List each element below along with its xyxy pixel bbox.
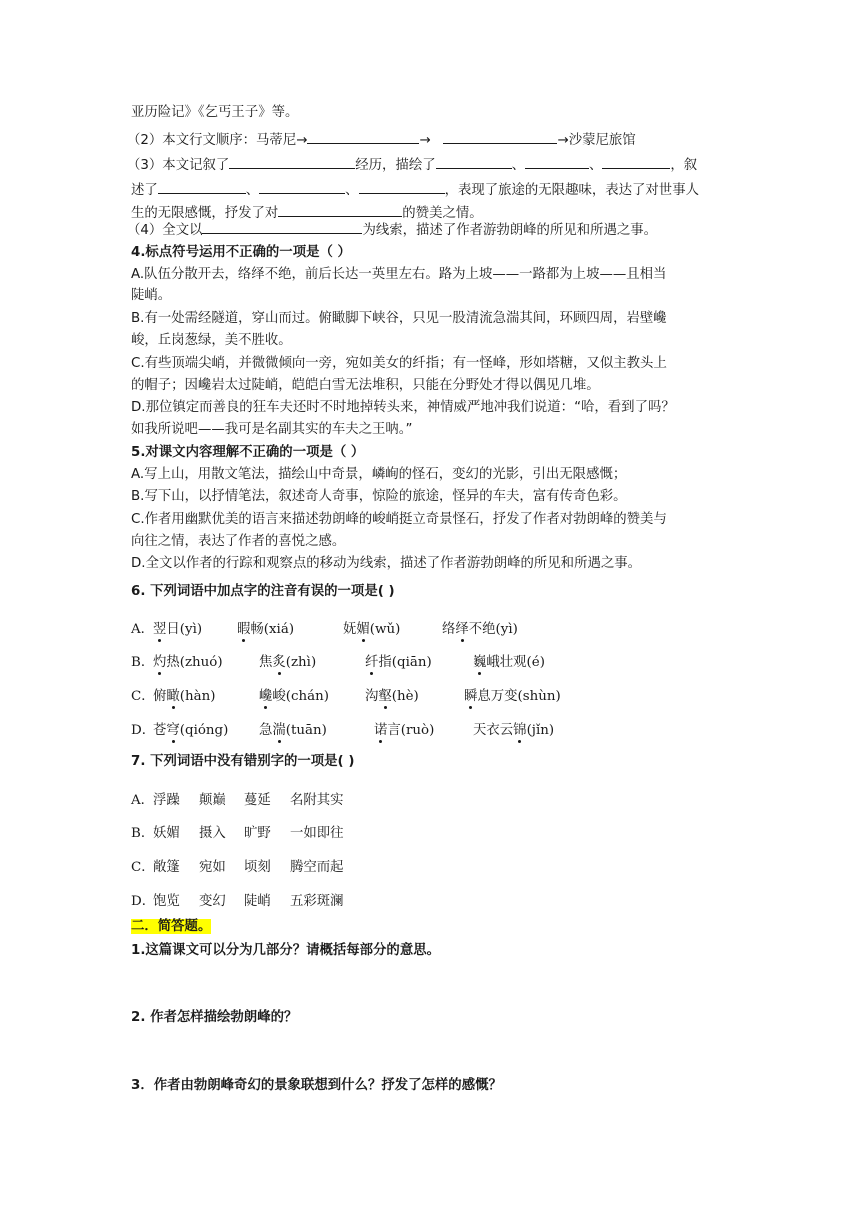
q4-option-b-line2: 峻，丘岗葱绿，美不胜收。 [131,333,292,348]
q6-row-c-item4: 瞬息万变(shùn) [464,685,561,704]
q6-row-d-item1: 苍穹(qióng) [153,719,228,738]
q6-row-c-label: C． [131,689,155,704]
q7-row-d-word1: 饱览 [153,894,180,909]
blank[interactable] [525,154,589,169]
q6-row-b-item1: 灼热(zhuó) [153,651,223,670]
blank[interactable] [307,129,419,144]
q7-row-c-word2: 宛如 [199,860,226,875]
q4-option-a-line2: 陡峭。 [131,288,172,303]
blank[interactable] [278,202,402,217]
q7-row-a-word2: 颠巅 [199,793,226,808]
q6-row-a-item1: 翌日(yì) [153,618,202,637]
q4-option-c-line2: 的帽子；因巉岩太过陡峭，皑皑白雪无法堆积，只能在分野处才得以偶见几堆。 [131,378,600,393]
section2-q3: 3．作者由勃朗峰奇幻的景象联想到什么？抒发了怎样的感慨？ [131,1078,502,1093]
q7-row-a-word4: 名附其实 [290,793,344,808]
q5-option-c-line1: C.作者用幽默优美的语言来描述勃朗峰的峻峭挺立奇景怪石，抒发了作者对勃朗峰的赞美与 [131,512,667,527]
q7-title: 7. 下列词语中没有错别字的一项是( ) [131,754,355,769]
blank[interactable] [229,154,355,169]
q7-row-b-word3: 旷野 [244,826,271,841]
q7-row-b-word4: 一如即往 [290,826,344,841]
section2-q2: 2. 作者怎样描绘勃朗峰的？ [131,1010,298,1025]
q6-row-c-item2: 巉峻(chán) [259,685,329,704]
q3-sub3-line1: （3）本文记叙了 经历，描绘了 、 、 ，叙 [127,154,697,175]
q6-row-d-item4: 天衣云锦(jǐn) [473,719,554,738]
blank[interactable] [436,154,512,169]
q4-option-a-line1: A.队伍分散开去，络绎不绝，前后长达一英里左右。路为上坡——一路都为上坡——且相当 [131,267,667,282]
q3-sub4: （4）全文以 为线索，描述了作者游勃朗峰的所见和所遇之事。 [127,219,657,240]
blank[interactable] [259,179,345,194]
q7-row-c-word3: 顷刻 [244,860,271,875]
q6-row-a-label: A． [131,622,155,637]
blank[interactable] [443,129,557,144]
q7-row-d-word4: 五彩斑澜 [290,894,344,909]
q5-option-b: B.写下山，以抒情笔法，叙述奇人奇事，惊险的旅途，怪异的车夫，富有传奇色彩。 [131,489,627,504]
q6-row-a-item3: 妩媚(wǔ) [343,618,400,637]
q6-row-b-label: B． [131,655,155,670]
q6-row-c-item1: 俯瞰(hàn) [153,685,215,704]
q6-row-b-item2: 焦炙(zhì) [259,651,316,670]
q3-intro-tail: 亚历险记》《乞丐王子》等。 [131,105,299,120]
blank[interactable] [359,179,445,194]
blank[interactable] [158,179,246,194]
q7-row-d-word3: 陡峭 [244,894,271,909]
q4-option-d-line2: 如我所说吧——我可是名副其实的车夫之王呐。” [131,422,413,437]
q6-row-d-item3: 诺言(ruò) [374,719,434,738]
q6-row-d-label: D． [131,723,156,738]
section2-heading: 二．简答题。 [131,919,212,934]
q5-option-a: A.写上山，用散文笔法，描绘山中奇景，嶙峋的怪石，变幻的光影，引出无限感慨； [131,467,627,482]
q7-row-c-word4: 腾空而起 [290,860,344,875]
q7-row-d-word2: 变幻 [199,894,226,909]
q4-title: 4.标点符号运用不正确的一项是（ ） [131,245,351,260]
q7-row-b-word2: 摄入 [199,826,226,841]
q5-option-c-line2: 向往之情，表达了作者的喜悦之感。 [131,534,346,549]
q4-option-c-line1: C.有些顶端尖峭，并微微倾向一旁，宛如美女的纤指；有一怪峰，形如塔糖，又似主教头上 [131,356,667,371]
q5-title: 5.对课文内容理解不正确的一项是（ ） [131,445,365,460]
q7-row-b-label: B． [131,826,155,841]
q6-row-b-item3: 纤指(qiān) [365,651,432,670]
q3-sub2: （2）本文行文顺序：马蒂尼→ → →沙蒙尼旅馆 [127,129,636,150]
q6-row-a-item2: 暇畅(xiá) [237,618,294,637]
section2-q1: 1.这篇课文可以分为几部分？请概括每部分的意思。 [131,943,440,958]
q7-row-d-label: D． [131,894,156,909]
q7-row-c-word1: 敞篷 [153,860,180,875]
blank[interactable] [202,219,362,234]
q6-row-c-item3: 沟壑(hè) [365,685,419,704]
q5-option-d: D.全文以作者的行踪和观察点的移动为线索，描述了作者游勃朗峰的所见和所遇之事。 [131,556,642,571]
q6-row-a-item4: 络绎不绝(yì) [442,618,518,637]
q6-row-d-item2: 急湍(tuān) [259,719,327,738]
q7-row-b-word1: 妖媚 [153,826,180,841]
q4-option-b-line1: B.有一处需经隧道，穿山而过。俯瞰脚下峡谷，只见一股清流急湍其间，环顾四周，岩壁巉 [131,311,667,326]
q6-title: 6. 下列词语中加点字的注音有误的一项是( ) [131,584,395,599]
q7-row-a-word3: 蔓延 [244,793,271,808]
q6-row-b-item4: 巍峨壮观(é) [473,651,545,670]
q3-sub3-line2: 述了 、 、 ，表现了旅途的无限趣味，表达了对世事人 [131,179,699,200]
blank[interactable] [602,154,670,169]
q3-sub3-line3: 生的无限感慨，抒发了对 的赞美之情。 [131,202,483,223]
q7-row-a-label: A． [131,793,155,808]
q7-row-a-word1: 浮躁 [153,793,180,808]
q7-row-c-label: C． [131,860,155,875]
q4-option-d-line1: D.那位镇定而善良的狂车夫还时不时地掉转头来，神情威严地冲我们说道：“哈，看到了吗？ [131,400,675,415]
